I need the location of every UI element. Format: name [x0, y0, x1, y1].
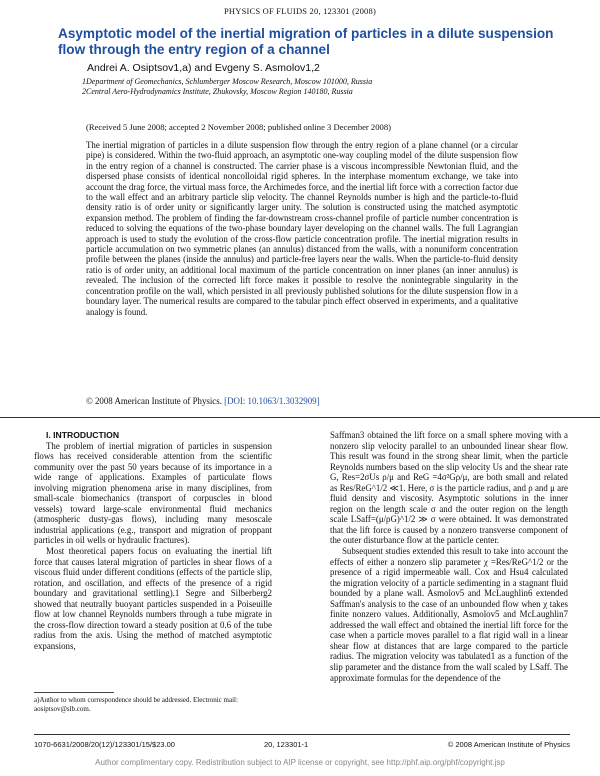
doi-link[interactable]: [DOI: 10.1063/1.3032909]	[224, 396, 320, 406]
copyright-text: © 2008 American Institute of Physics.	[86, 396, 222, 406]
abstract: The inertial migration of particles in a dilute suspension flow through the entry region of a plane channel (or a circular pipe) is considered. Within the two-fluid approach, an asymptotic one-way coupling model of the dilute suspension flow in the entry region of a channel is constructed. The carrier phase is a viscous incompressible Newtonian fluid, and the dispersed phase consists of identical noncolloidal rigid spheres. In the interphase momentum exchange, we take into account the drag force, the virtual mass force, the Archimedes force, and the inertial lift force with a correction factor due to the wall effect and an arbitrary particle slip velocity. The channel Reynolds number is high and the particle-to-fluid density ratio is of order unity or significantly larger unity. The solution is constructed using the matched asymptotic expansion method. The problem of finding the far-downstream cross-channel profile of particle number concentration is reduced to solving the equations of the two-phase boundary layer developing on the channel walls. The full Lagrangian approach is used to study the evolution of the cross-flow particle concentration profile. The inertial migration results in particle accumulation on two symmetric planes (an annulus) distanced from the walls, with a nonuniform concentration profile between the planes (inside the annulus) and particle-free layers near the walls. When the particle-to-fluid density ratio is of order unity, an additional local maximum of the particle concentration on inner planes (an inner annulus) is revealed. The inclusion of the corrected lift force makes it possible to resolve the nonintegrable singularity in the concentration profile on the wall, which persisted in all previously published solutions for the dilute suspension flow in a boundary layer. The numerical results are compared to the tabular pinch effect observed in experiments, and a qualitative analogy is found.	[86, 140, 518, 317]
received-dates: (Received 5 June 2008; accepted 2 November 2008; published online 3 December 2008)	[86, 122, 391, 132]
authors: Andrei A. Osiptsov1,a) and Evgeny S. Asmolov1,2	[87, 62, 320, 74]
paragraph: The problem of inertial migration of particles in suspension flows has received considerable attention from the scientific community over the past 50 years because of its importance in a wide range of applications. Examples of particulate flows involving migration phenomena arise in many disciplines, from small-scale biomechanics (transport of corpuscles in blood vessels) toward large-scale environmental fluid mechanics (atmospheric dusty-gas flows), including many mesoscale industrial applications (e.g., transport and migration of proppant particles in oil wells or hydraulic fractures).	[34, 440, 272, 546]
paragraph: Most theoretical papers focus on evaluating the inertial lift force that causes lateral migration of particles in shear flows of a viscous fluid under different conditions (effects of the particle slip, rotation, and oscillation, and effects of the presence of a rigid boundary and gravitational settling).1 Segre and Silberberg2 showed that neutrally buoyant particles suspended in a Poiseuille flow at low channel Reynolds numbers through a tube migrate in the cross-flow direction toward a steady position at 0.6 of the tube radius from the axis. Using the method of matched asymptotic expansions,	[34, 546, 272, 651]
footer-issn: 1070-6631/2008/20(12)/123301/15/$23.00	[34, 740, 175, 749]
footer-copyright: © 2008 American Institute of Physics	[447, 740, 570, 749]
affiliation-1: 1Department of Geomechanics, Schlumberger Moscow Research, Moscow 101000, Russia	[82, 77, 373, 86]
abstract-copyright	[86, 396, 320, 406]
footer-page-number: 20, 123301-1	[264, 740, 309, 749]
running-head: PHYSICS OF FLUIDS 20, 123301 (2008)	[224, 6, 376, 16]
footnote: a)Author to whom correspondence should be addressed. Electronic mail: aosiptsov@slb.com.	[34, 696, 238, 713]
footnote-divider	[34, 692, 114, 693]
left-column	[34, 430, 272, 651]
section-divider	[0, 417, 600, 418]
paper-title: Asymptotic model of the inertial migration of particles in a dilute suspension flow through the entry region of a channel	[58, 26, 554, 57]
copyright-banner: Author complimentary copy. Redistribution subject to AIP license or copyright, see http://phf.aip.org/phf/copyright.jsp	[95, 758, 505, 767]
affiliation-2: 2Central Aero-Hydrodynamics Institute, Zhukovsky, Moscow Region 140180, Russia	[82, 87, 353, 96]
right-column	[330, 430, 568, 683]
section-heading: I. INTRODUCTION	[46, 430, 120, 440]
paragraph: Subsequent studies extended this result to take into account the effects of either a nonzero slip parameter χ =Res/ReG^1/2 or the presence of a rigid impermeable wall. Cox and Hsu4 calculated the migration velocity of a particle sedimenting in a stagnant fluid bounded by a plane wall. Asmolov5 and McLaughlin6 extended Saffman's analysis to the case of an unbounded flow when χ takes finite nonzero values. Additionally, Asmolov5 and McLaughlin7 addressed the wall effect and obtained the inertial lift force for the case when a particle moves parallel to a flat rigid wall in a linear shear flow at distances that are large compared to the particle radius. The migration velocity was tabulated1 as a function of the slip parameter and the distance from the wall scaled by LSaff. The approximate formulas for the dependence of the	[330, 546, 568, 683]
paragraph: Saffman3 obtained the lift force on a small sphere moving with a nonzero slip velocity parallel to an unbounded linear shear flow. This result was found in the strong shear limit, when the particle Reynolds numbers based on the slip velocity Us and the shear rate G, Res=2σUs ρ/μ and ReG =4σ²Gρ/μ, are both small and related as Res/ReG^1/2 ≪1. Here, σ is the particle radius, and ρ and μ are fluid density and viscosity. Asymptotic solutions in the inner region on the length scale σ and the outer region on the length scale LSaff=(μ/ρG)^1/2 ≫ σ were obtained. It was demonstrated that the lift force is caused by a nonzero transverse component of the outer disturbance flow at the particle center.	[330, 430, 568, 546]
footer-divider	[34, 734, 570, 735]
